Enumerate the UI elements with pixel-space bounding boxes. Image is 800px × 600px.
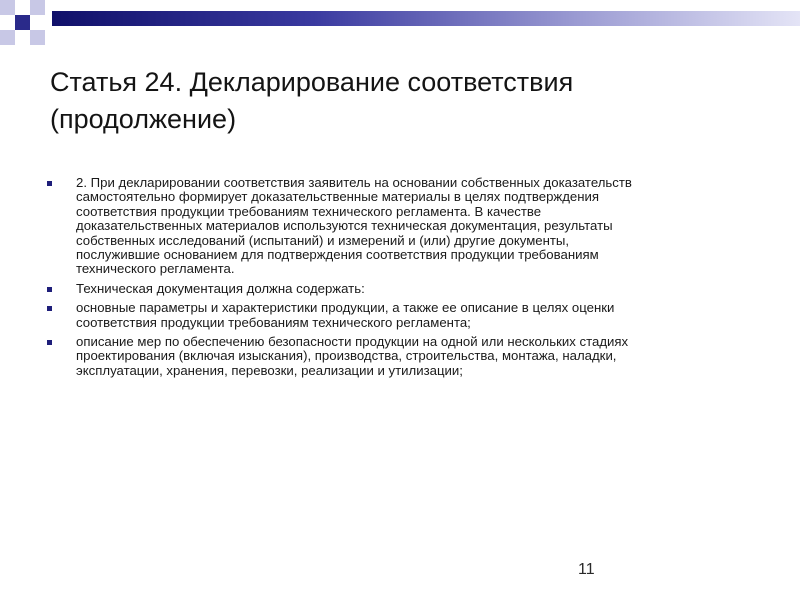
bullet-item [44, 176, 744, 277]
bullet-text-line: соответствия продукции требованиям технического регламента. В качестве [76, 203, 542, 219]
decorative-square [15, 30, 30, 45]
decorative-square [0, 0, 15, 15]
bullet-text [76, 282, 744, 296]
bullet-text-line: описание мер по обеспечению безопасности продукции на одной или нескольких стадиях [76, 334, 629, 350]
bullet-text-line: основные параметры и характеристики продукции, а также ее описание в целях оценки [76, 300, 615, 316]
decorative-square [30, 15, 45, 30]
page-number: 11 [578, 561, 595, 578]
bullet-text-line: эксплуатации, хранения, перевозки, реализации и утилизации; [76, 362, 463, 378]
slide-title-line: Статья 24. Декларирование соответствия [50, 67, 574, 97]
decorative-square [0, 15, 15, 30]
decorative-square [15, 15, 30, 30]
decorative-square [0, 30, 15, 45]
bullet-text [76, 301, 744, 330]
decorative-square [30, 0, 45, 15]
decorative-square [30, 30, 45, 45]
square-bullet-icon [47, 287, 52, 292]
square-bullet-icon [47, 340, 52, 345]
bullet-item [44, 301, 744, 330]
bullet-text [76, 335, 744, 378]
slide-title-line: (продолжение) [50, 104, 237, 134]
decorative-square [15, 0, 30, 15]
bullet-text-line: проектирования (включая изыскания), производства, строительства, монтажа, наладки, [76, 348, 617, 364]
slide-title [50, 64, 770, 138]
bullet-text-line: самостоятельно формирует доказательственные материалы в целях подтверждения [76, 189, 600, 205]
bullet-text-line: доказательственных материалов используются техническая документация, результаты [76, 218, 613, 234]
bullet-text-line: послужившие основанием для подтверждения соответствия продукции требованиям [76, 247, 599, 263]
header-gradient-bar [52, 11, 800, 26]
square-bullet-icon [47, 181, 52, 186]
bullet-text-line: технического регламента. [76, 261, 235, 277]
bullet-item [44, 335, 744, 378]
square-bullet-icon [47, 306, 52, 311]
bullet-list [44, 176, 744, 383]
bullet-item [44, 282, 744, 296]
bullet-text-line: 2. При декларировании соответствия заявитель на основании собственных доказательств [76, 175, 632, 190]
bullet-text-line: собственных исследований (испытаний) и измерений и (или) другие документы, [76, 232, 570, 248]
bullet-text [76, 176, 744, 277]
bullet-text-line: соответствия продукции требованиям технического регламента; [76, 314, 471, 330]
bullet-text-line: Техническая документация должна содержать: [76, 280, 365, 296]
